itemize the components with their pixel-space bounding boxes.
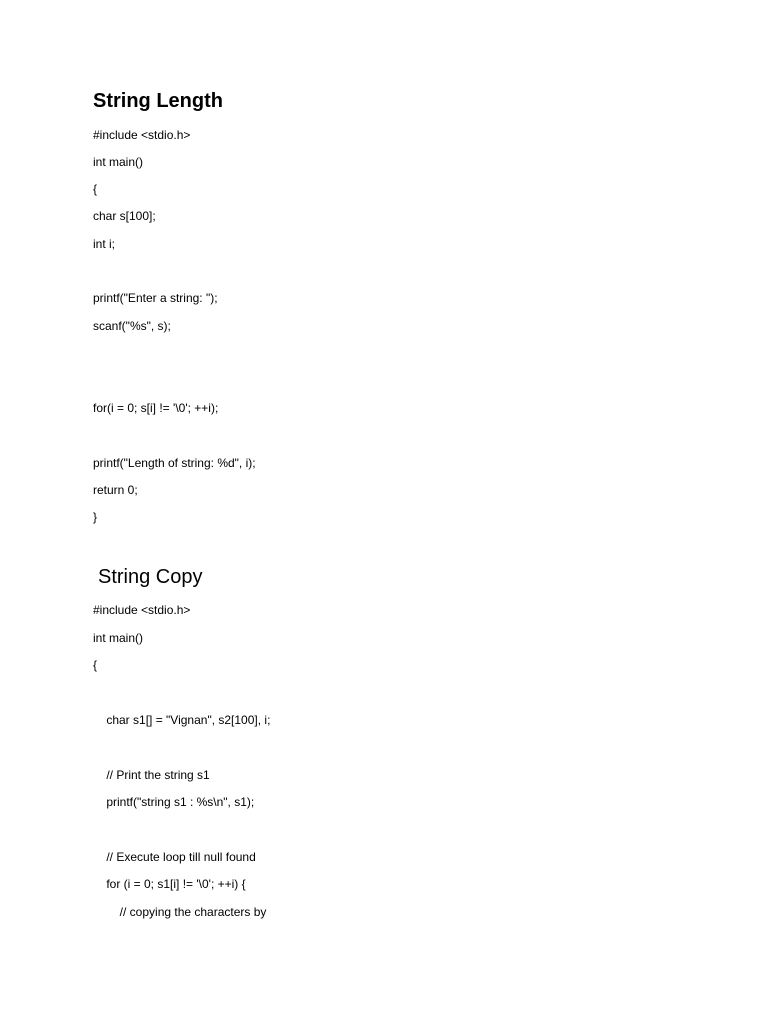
code-line: // copying the characters by (93, 905, 267, 919)
code-line: printf("string s1 : %s\n", s1); (93, 795, 255, 809)
code-line: { (93, 658, 98, 672)
code-line: for(i = 0; s[i] != '\0'; ++i); (93, 401, 219, 415)
code-line: // Print the string s1 (93, 768, 210, 782)
code-line: #include <stdio.h> (93, 128, 191, 142)
code-line: for (i = 0; s1[i] != '\0'; ++i) { (93, 877, 246, 891)
code-line: printf("Enter a string: "); (93, 291, 218, 305)
section-title-string-length: String Length (93, 90, 223, 112)
code-line: } (93, 510, 98, 524)
code-line: char s1[] = "Vignan", s2[100], i; (93, 713, 271, 727)
code-line: #include <stdio.h> (93, 603, 191, 617)
code-line: printf("Length of string: %d", i); (93, 456, 256, 470)
code-line: int main() (93, 155, 144, 169)
code-line: int main() (93, 631, 144, 645)
code-line: { (93, 182, 98, 196)
code-line: return 0; (93, 483, 138, 497)
code-line: int i; (93, 237, 116, 251)
code-line: char s[100]; (93, 209, 156, 223)
section-title-string-copy: String Copy (98, 566, 203, 588)
code-line: // Execute loop till null found (93, 850, 256, 864)
code-line: scanf("%s", s); (93, 319, 171, 333)
